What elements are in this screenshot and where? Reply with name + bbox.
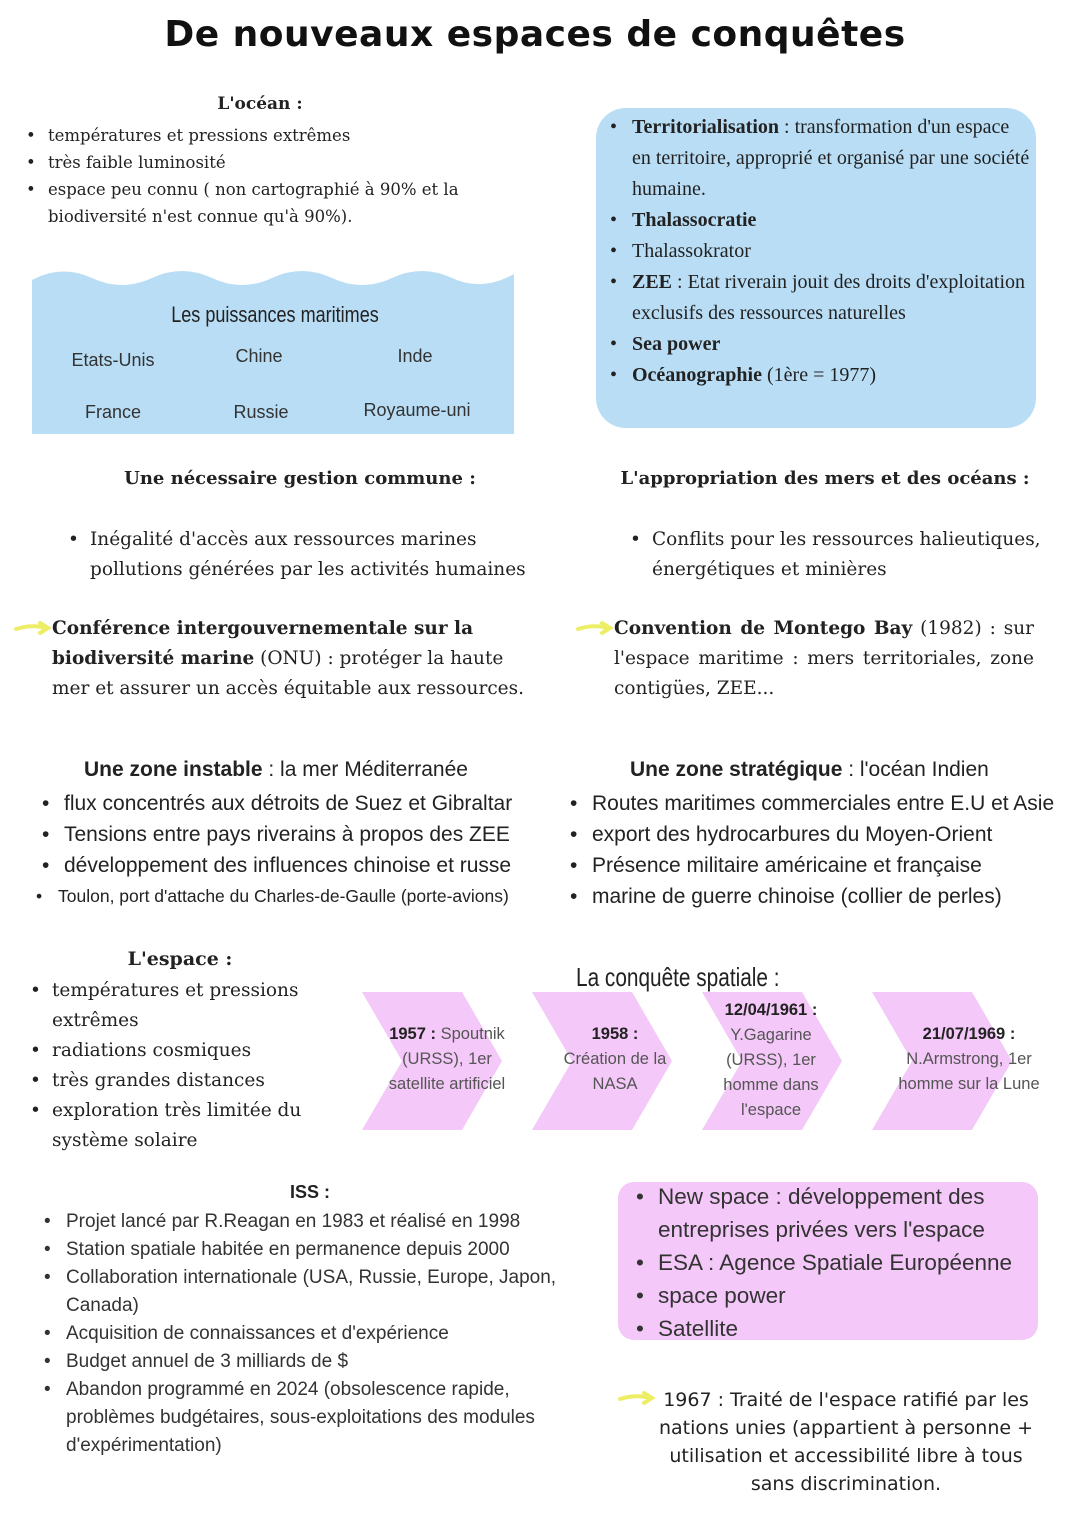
gestion-heading: Une nécessaire gestion commune : <box>124 468 476 489</box>
ocean-heading: L'océan : <box>217 94 303 114</box>
strategique-heading <box>630 758 989 782</box>
appropriation-item: • Conflits pour les ressources halieutiques, énergétiques et minières <box>652 525 1052 585</box>
ocean-list <box>48 122 488 230</box>
ocean-item: • très faible luminosité <box>48 149 488 176</box>
power-country: France <box>84 402 142 422</box>
instable-subtitle: : la mer Méditerranée <box>262 758 468 781</box>
timeline-step <box>884 1022 1054 1097</box>
timeline-text: Création de la NASA <box>563 1050 667 1093</box>
conference-text <box>52 614 542 704</box>
iss-item: • Budget annuel de 3 milliards de $ <box>66 1348 586 1376</box>
page-title: De nouveaux espaces de conquêtes <box>164 14 906 55</box>
iss-item: • Acquisition de connaissances et d'expérience <box>66 1320 586 1348</box>
instable-heading <box>84 758 468 782</box>
instable-title: Une zone instable <box>84 758 263 781</box>
definition-term: Territorialisation <box>632 116 780 138</box>
timeline-date: 1958 : <box>591 1025 639 1043</box>
instable-item: • Toulon, port d'attache du Charles-de-Gaulle (porte-avions) <box>58 881 558 912</box>
timeline-date: 21/07/1969 : <box>922 1025 1016 1043</box>
definition-term: Océanographie <box>632 364 762 386</box>
definition-text: Thalassokrator <box>632 240 751 262</box>
newspace-item: • New space : développement des entreprises privées vers l'espace <box>658 1180 1038 1246</box>
space-item: • températures et pressions extrêmes <box>52 976 322 1036</box>
appropriation-list <box>652 525 1052 585</box>
iss-list <box>66 1208 586 1460</box>
maritime-powers-title: Les puissances maritimes <box>171 302 379 327</box>
space-list <box>52 976 322 1156</box>
timeline-text: Y.Gagarine (URSS), 1er homme dans l'espace <box>723 1026 819 1119</box>
instable-item: • Tensions entre pays riverains à propos des ZEE <box>64 819 564 850</box>
newspace-item: • space power <box>658 1279 1038 1312</box>
conference-title: biodiversité marine <box>52 648 255 669</box>
ocean-item: • températures et pressions extrêmes <box>48 122 488 149</box>
strategique-item: • Présence militaire américaine et française <box>592 850 1078 881</box>
definition-item <box>632 205 1032 236</box>
definition-item <box>632 329 1032 360</box>
newspace-item: • Satellite <box>658 1312 1038 1345</box>
timeline-date: 1957 : <box>389 1025 436 1043</box>
convention-title: Convention de Montego Bay <box>614 618 913 639</box>
instable-item: • flux concentrés aux détroits de Suez et Gibraltar <box>64 788 564 819</box>
iss-item: • Station spatiale habitée en permanence depuis 2000 <box>66 1236 586 1264</box>
definition-term: Sea power <box>632 333 721 355</box>
iss-item: • Collaboration internationale (USA, Russie, Europe, Japon, Canada) <box>66 1264 586 1320</box>
space-item: • radiations cosmiques <box>52 1036 322 1066</box>
timeline-text: Spoutnik (URSS), 1er satellite artificiel <box>388 1025 506 1093</box>
arrow-icon <box>14 620 52 636</box>
instable-item: • développement des influences chinoise et russe <box>64 850 564 881</box>
timeline-step <box>372 1022 522 1097</box>
definition-term: ZEE <box>632 271 673 293</box>
newspace-list <box>658 1180 1038 1345</box>
power-country: Chine <box>235 346 283 366</box>
definition-item <box>632 267 1032 329</box>
space-treaty-note: 1967 : Traité de l'espace ratifié par les nations unies (appartient à personne + utilisation et accessibilité libre à tous sans discrimination. <box>658 1389 1034 1495</box>
iss-item: • Abandon programmé en 2024 (obsolescence rapide, problèmes budgétaires, sous-exploitations des modules d'expérimentation) <box>66 1376 586 1460</box>
timeline-step <box>556 1022 674 1097</box>
definition-text: (1ère = 1977) <box>762 364 877 386</box>
strategique-title: Une zone stratégique <box>630 758 843 781</box>
strategique-item: • marine de guerre chinoise (collier de perles) <box>592 881 1078 912</box>
conference-description: (ONU) : protéger la haute mer et assurer un accès équitable aux ressources. <box>52 648 525 699</box>
power-country: Russie <box>233 402 289 422</box>
space-item: • très grandes distances <box>52 1066 322 1096</box>
appropriation-heading: L'appropriation des mers et des océans : <box>620 468 1030 489</box>
iss-heading: ISS : <box>289 1182 330 1202</box>
ocean-item: • espace peu connu ( non cartographié à 90% et la biodiversité n'est connue qu'à 90%). <box>48 176 488 230</box>
montego-bay-text <box>614 614 1034 704</box>
timeline-date: 12/04/1961 : <box>724 1001 818 1019</box>
space-heading: L'espace : <box>127 948 233 970</box>
definitions-list <box>632 112 1032 391</box>
definition-item <box>632 360 1032 391</box>
arrow-icon <box>576 620 614 636</box>
definition-text: : transformation d'un espace en territoire, approprié et organisé par une société humaine. <box>632 116 1030 200</box>
strategique-subtitle: : l'océan Indien <box>842 758 989 781</box>
definition-term: Thalassocratie <box>632 209 757 231</box>
conference-title: Conférence intergouvernementale sur la <box>52 618 474 639</box>
iss-item: • Projet lancé par R.Reagan en 1983 et réalisé en 1998 <box>66 1208 586 1236</box>
strategique-item: • Routes maritimes commerciales entre E.U et Asie <box>592 788 1078 819</box>
gestion-list <box>90 525 540 585</box>
strategique-item: • export des hydrocarbures du Moyen-Orient <box>592 819 1078 850</box>
instable-list <box>58 788 564 912</box>
definition-item <box>632 236 1032 267</box>
power-country: Etats-Unis <box>71 350 155 370</box>
conquest-heading: La conquête spatiale : <box>576 962 780 992</box>
power-country: Inde <box>397 346 433 366</box>
newspace-item: • ESA : Agence Spatiale Européenne <box>658 1246 1038 1279</box>
power-country: Royaume-uni <box>363 400 471 420</box>
gestion-item: • Inégalité d'accès aux ressources marines pollutions générées par les activités humaines <box>90 525 540 585</box>
space-item: • exploration très limitée du système solaire <box>52 1096 322 1156</box>
definition-item <box>632 112 1032 205</box>
strategique-list <box>592 788 1078 912</box>
convention-description: (1982) : sur l'espace maritime : mers territoriales, zone contigües, ZEE... <box>614 618 1034 699</box>
timeline-text: N.Armstrong, 1er homme sur la Lune <box>898 1050 1040 1093</box>
definition-text: : Etat riverain jouit des droits d'exploitation exclusifs des ressources naturelles <box>632 271 1026 324</box>
timeline-step <box>712 998 830 1123</box>
